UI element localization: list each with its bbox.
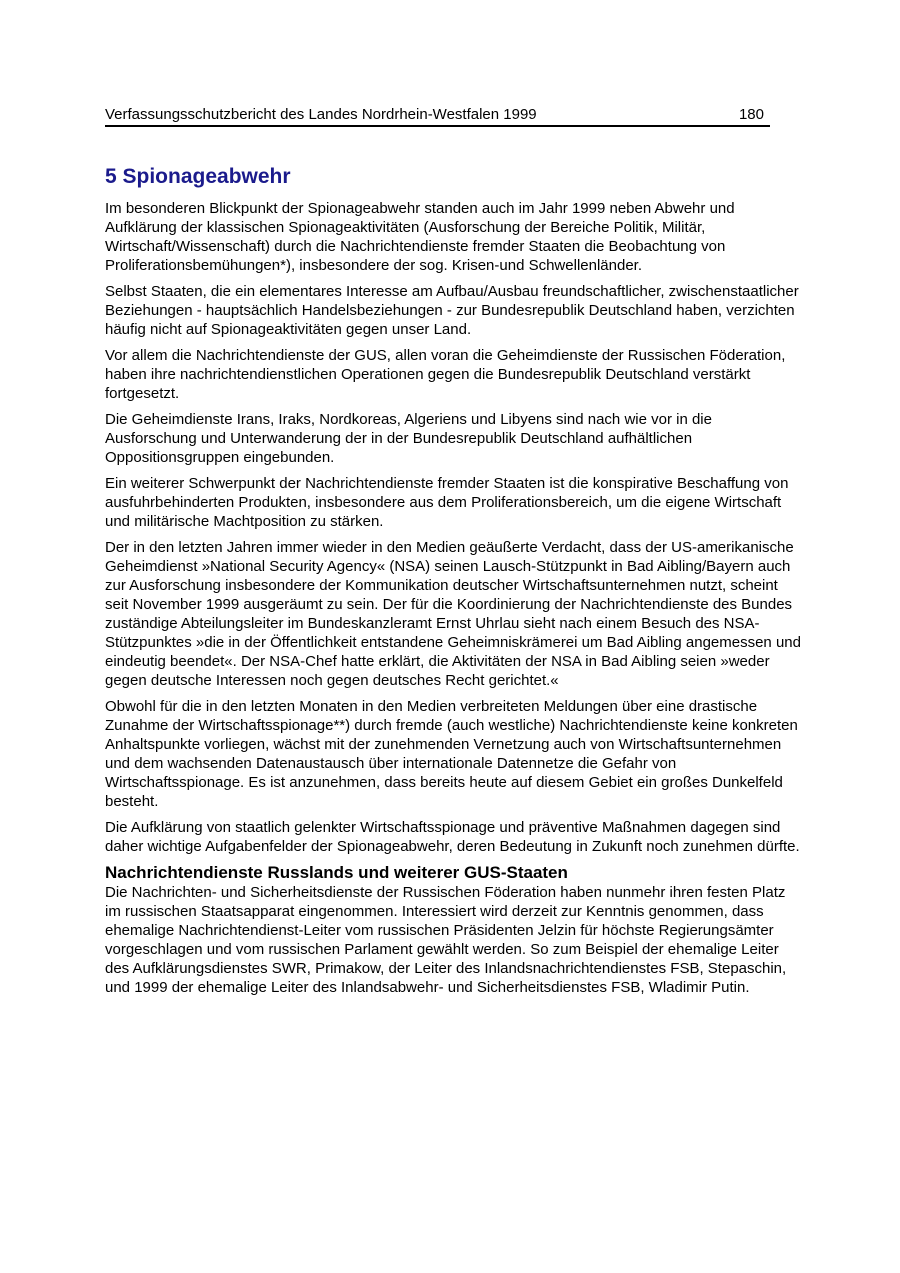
page-header <box>105 106 770 127</box>
paragraph: Vor allem die Nachrichtendienste der GUS, allen voran die Geheimdienste der Russischen Föderation, haben ihre nachrichtendienstlichen Operationen gegen die Bundesrepublik Deutschland verstärkt fortgesetzt. <box>105 347 786 402</box>
paragraph: Die Aufklärung von staatlich gelenkter Wirtschaftsspionage und präventive Maßnahmen dagegen sind daher wichtige Aufgabenfelder der Spionageabwehr, deren Bedeutung in Zukunft noch zunehmen dürfte. <box>105 819 800 855</box>
paragraph: Selbst Staaten, die ein elementares Interesse am Aufbau/Ausbau freundschaftlicher, zwischenstaatlicher Beziehungen - hauptsächlich Handelsbeziehungen - zur Bundesrepublik Deutschland haben, verzichten häufig nicht auf Spionageaktivitäten gegen unser Land. <box>105 283 799 338</box>
subsection-heading: Nachrichtendienste Russlands und weiterer GUS-Staaten <box>105 863 568 882</box>
paragraph: Die Geheimdienste Irans, Iraks, Nordkoreas, Algeriens und Libyens sind nach wie vor in die Ausforschung und Unterwanderung der in der Bundesrepublik Deutschland aufhältlichen Oppositionsgruppen eingebunden. <box>105 411 712 466</box>
section-heading: 5 Spionageabwehr <box>105 165 291 188</box>
paragraph: Im besonderen Blickpunkt der Spionageabwehr standen auch im Jahr 1999 neben Abwehr und Aufklärung der klassischen Spionageaktivitäten (Ausforschung der Bereiche Politik, Militär, Wirtschaft/Wissenschaft) durch die Nachrichtendienste fremder Staaten die Beobachtung von Proliferationsbemühungen*), insbesondere der sog. Krisen-und Schwellenländer. <box>105 200 735 274</box>
subsection-paragraph: Die Nachrichten- und Sicherheitsdienste der Russischen Föderation haben nunmehr ihren festen Platz im russischen Staatsapparat eingenommen. Interessiert wird derzeit zur Kenntnis genommen, dass ehemalige Nachrichtendienst-Leiter vom russischen Präsidenten Jelzin für höchste Regierungsämter vorgeschlagen und vom russischen Parlament gewählt werden. So zum Beispiel der ehemalige Leiter des Aufklärungsdienstes SWR, Primakow, der Leiter des Inlandsnachrichtendienstes FSB, Stepaschin, und 1999 der ehemalige Leiter des Inlandsabwehr- und Sicherheitsdienstes FSB, Wladimir Putin. <box>105 884 787 996</box>
header-page-number: 180 <box>738 106 764 123</box>
body-text <box>105 199 804 997</box>
paragraph: Ein weiterer Schwerpunkt der Nachrichtendienste fremder Staaten ist die konspirative Beschaffung von ausfuhrbehinderten Produkten, insbesondere aus dem Proliferationsbereich, um die eigene Wirtschaft und militärische Machtposition zu stärken. <box>105 475 789 530</box>
header-document-title: Verfassungsschutzbericht des Landes Nordrhein-Westfalen 1999 <box>105 106 537 123</box>
paragraph: Der in den letzten Jahren immer wieder in den Medien geäußerte Verdacht, dass der US-amerikanische Geheimdienst »National Security Agency« (NSA) seinen Lausch-Stützpunkt in Bad Aibling/Bayern auch zur Ausforschung insbesondere der Kommunikation deutscher Wirtschaftsunternehmen nutzt, scheint seit November 1999 ausgeräumt zu sein. Der für die Koordinierung der Nachrichtendienste des Bundes zuständige Abteilungsleiter im Bundeskanzleramt Ernst Uhrlau sieht nach einem Besuch des NSA-Stützpunktes »die in der Öffentlichkeit entstandene Geheimniskrämerei um Bad Aibling angemessen und eindeutig beendet«. Der NSA-Chef hatte erklärt, die Aktivitäten der NSA in Bad Aibling seien »weder gegen deutsche Interessen noch gegen deutsches Recht gerichtet.« <box>105 539 801 689</box>
paragraph: Obwohl für die in den letzten Monaten in den Medien verbreiteten Meldungen über eine drastische Zunahme der Wirtschaftsspionage**) durch fremde (auch westliche) Nachrichtendienste keine konkreten Anhaltspunkte vorliegen, wächst mit der zunehmenden Vernetzung auch von Wirtschaftsunternehmen und dem wachsenden Datenaustausch über internationale Datennetze die Gefahr von Wirtschaftsspionage. Es ist anzunehmen, dass bereits heute auf diesem Gebiet ein großes Dunkelfeld besteht. <box>105 698 798 810</box>
